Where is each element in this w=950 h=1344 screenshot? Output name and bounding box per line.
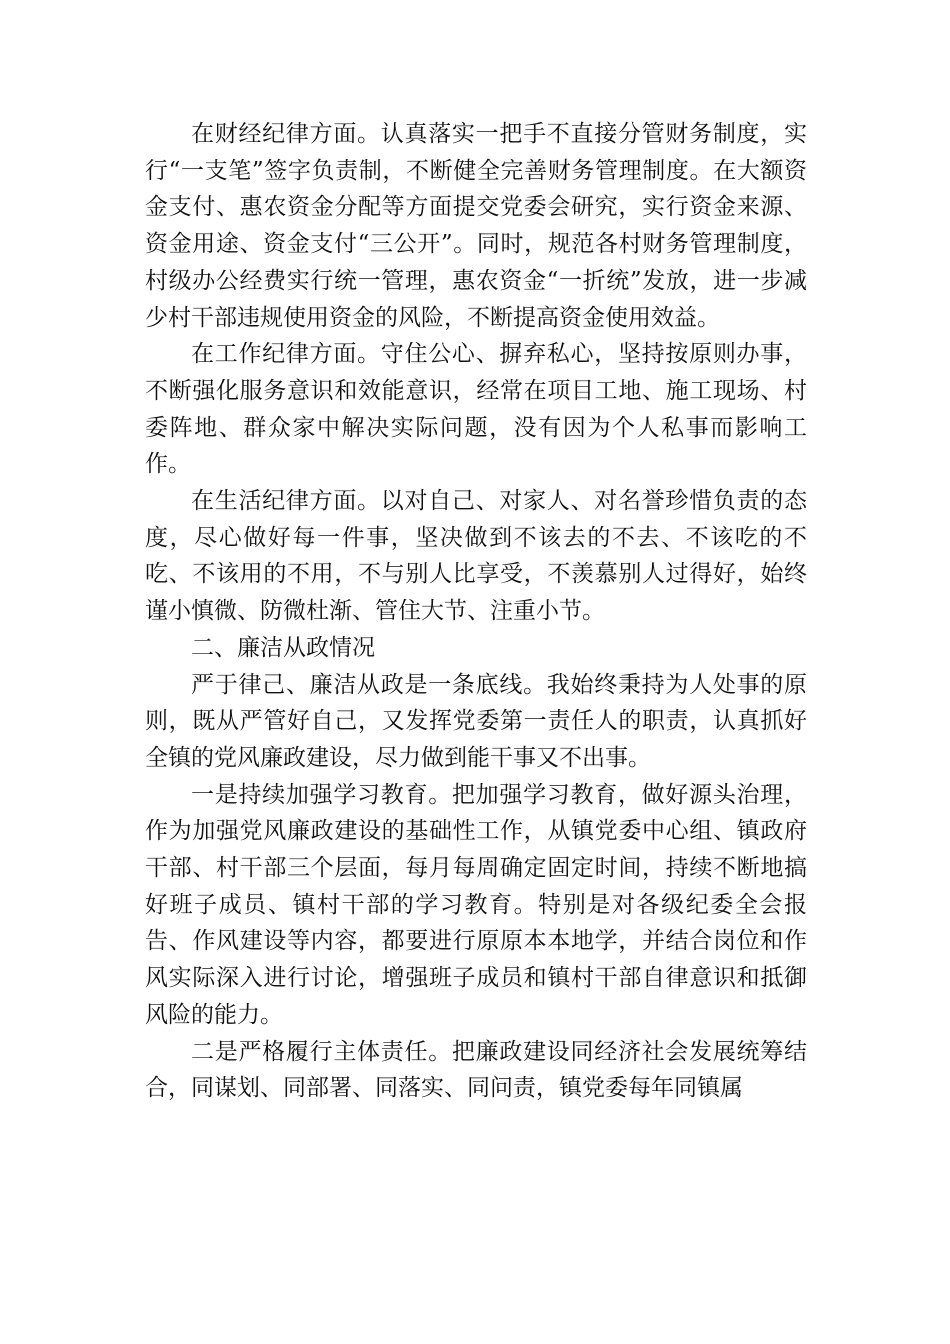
paragraph-study-education: 一是持续加强学习教育。把加强学习教育，做好源头治理，作为加强党风廉政建设的基础性工作，从镇党委中心组、镇政府干部、村干部三个层面，每月每周确定固定时间，持续不断地搞好班子成员、镇村干部的学习教育。特别是对各级纪委全会报告、作风建设等内容，都要进行原原本本地学，并结合岗位和作风实际深入进行讨论，增强班子成员和镇村干部自律意识和抵御风险的能力。 xyxy=(145,781,807,1028)
paragraph-integrity-intro: 严于律己、廉洁从政是一条底线。我始终秉持为人处事的原则，既从严管好自己，又发挥党委第一责任人的职责，认真抓好全镇的党风廉政建设，尽力做到能干事又不出事。 xyxy=(145,671,807,771)
paragraph-main-responsibility: 二是严格履行主体责任。把廉政建设同经济社会发展统筹结合，同谋划、同部署、同落实、同问责，镇党委每年同镇属 xyxy=(145,1038,807,1102)
document-body xyxy=(145,116,807,1107)
paragraph-financial-discipline: 在财经纪律方面。认真落实一把手不直接分管财务制度，实行“一支笔”签字负责制，不断健全完善财务管理制度。在大额资金支付、惠农资金分配等方面提交党委会研究，实行资金来源、资金用途、资金支付“三公开”。同时，规范各村财务管理制度，村级办公经费实行统一管理，惠农资金“一折统”发放，进一步减少村干部违规使用资金的风险，不断提高资金使用效益。 xyxy=(145,121,807,331)
paragraph-life-discipline: 在生活纪律方面。以对自己、对家人、对名誉珍惜负责的态度，尽心做好每一件事，坚决做到不该去的不去、不该吃的不吃、不该用的不用，不与别人比享受，不羡慕别人过得好，始终谨小慎微、防微杜渐、管住大节、注重小节。 xyxy=(145,488,807,625)
section-heading-integrity: 二、廉洁从政情况 xyxy=(191,634,375,661)
paragraph-work-discipline: 在工作纪律方面。守住公心、摒弃私心，坚持按原则办事，不断强化服务意识和效能意识，经常在项目工地、施工现场、村委阵地、群众家中解决实际问题，没有因为个人私事而影响工作。 xyxy=(145,341,807,478)
